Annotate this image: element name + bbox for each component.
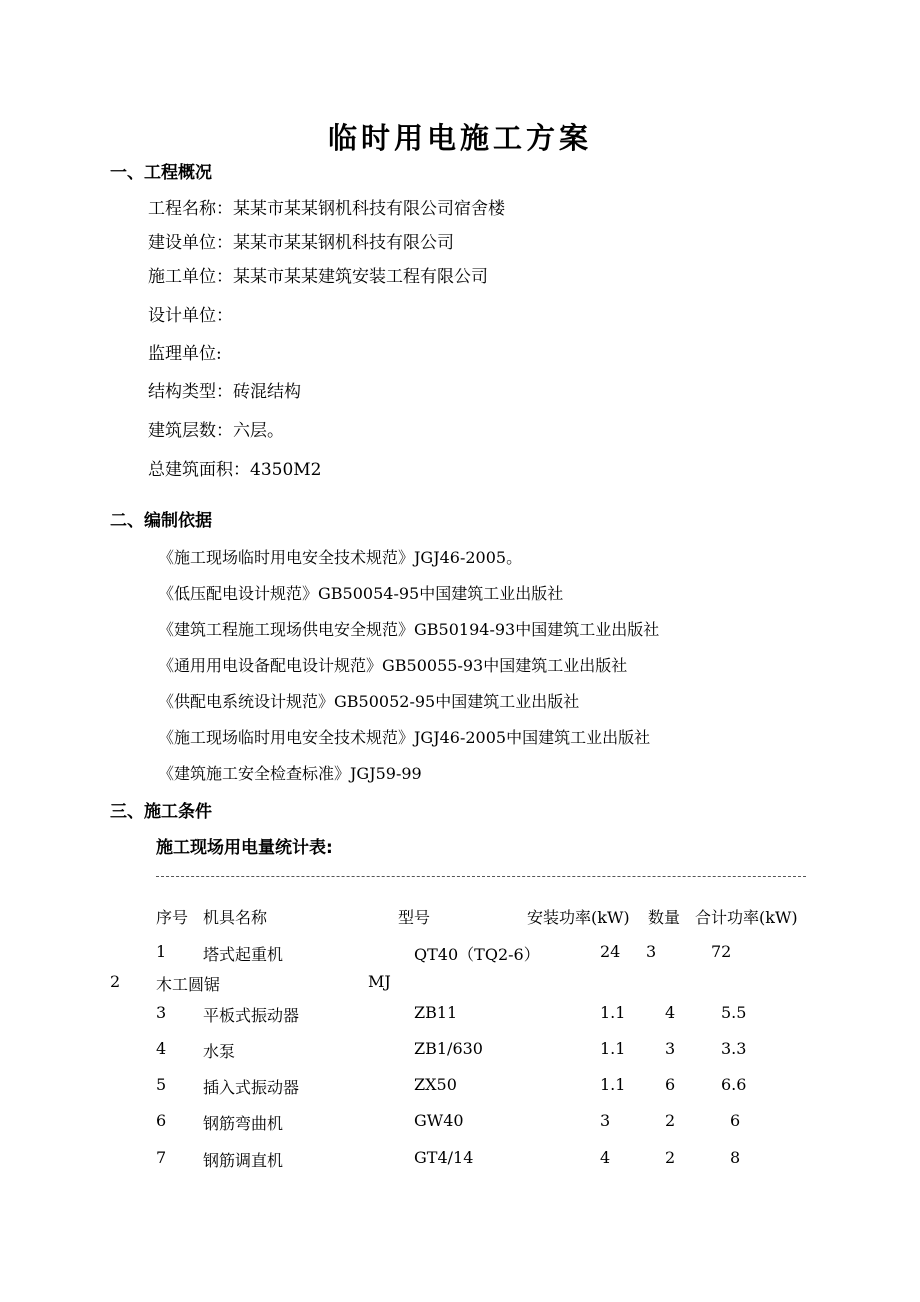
table-header-qty: 数量 <box>648 908 681 927</box>
table-divider <box>156 876 806 877</box>
section-heading-conditions: 三、施工条件 <box>110 802 212 822</box>
table-cell-power: 1.1 <box>600 1039 626 1058</box>
table-cell-qty: 2 <box>665 1148 676 1167</box>
table-cell-total: 8 <box>730 1148 741 1167</box>
overview-line: 设计单位： <box>148 306 233 326</box>
table-cell-model: ZX50 <box>414 1075 457 1094</box>
table-cell-qty: 2 <box>665 1111 676 1130</box>
table-cell-model: GW40 <box>414 1111 464 1130</box>
reference-line: 《建筑工程施工现场供电安全规范》GB50194-93中国建筑工业出版社 <box>158 620 660 639</box>
table-cell-index: 3 <box>156 1003 167 1022</box>
table-cell-qty: 4 <box>665 1003 676 1022</box>
reference-line: 《施工现场临时用电安全技术规范》JGJ46-2005中国建筑工业出版社 <box>158 728 651 747</box>
overview-line: 建设单位：某某市某某钢机科技有限公司 <box>148 233 454 253</box>
overview-line: 工程名称：某某市某某钢机科技有限公司宿舍楼 <box>148 199 505 219</box>
page-title: 临时用电施工方案 <box>327 121 592 155</box>
table-cell-model: ZB11 <box>414 1003 458 1022</box>
table-header-total: 合计功率(kW) <box>695 908 798 927</box>
table-header-model: 型号 <box>398 908 431 927</box>
table-cell-index: 2 <box>110 972 121 991</box>
reference-line: 《施工现场临时用电安全技术规范》JGJ46-2005。 <box>158 548 523 567</box>
table-cell-power: 4 <box>600 1148 611 1167</box>
table-cell-total: 3.3 <box>721 1039 747 1058</box>
overview-line: 监理单位: <box>148 344 222 364</box>
section-heading-basis: 二、编制依据 <box>110 511 212 531</box>
reference-line: 《建筑施工安全检查标准》JGJ59-99 <box>158 764 422 783</box>
table-cell-model: GT4/14 <box>414 1148 474 1167</box>
table-cell-total: 6 <box>730 1111 741 1130</box>
table-cell-qty: 3 <box>665 1039 676 1058</box>
table-cell-qty: 6 <box>665 1075 676 1094</box>
table-cell-model: MJ <box>368 972 391 991</box>
table-header-name: 机具名称 <box>203 908 268 927</box>
table-cell-name: 插入式振动器 <box>203 1078 300 1097</box>
table-cell-power: 1.1 <box>600 1075 626 1094</box>
table-cell-name: 塔式起重机 <box>203 945 284 964</box>
table-cell-name: 平板式振动器 <box>203 1006 300 1025</box>
table-cell-power: 1.1 <box>600 1003 626 1022</box>
table-cell-total: 72 <box>711 942 732 961</box>
overview-line: 建筑层数：六层。 <box>148 421 284 441</box>
table-header-power: 安装功率(kW) <box>527 908 630 927</box>
table-cell-name: 水泵 <box>203 1042 236 1061</box>
table-cell-index: 4 <box>156 1039 167 1058</box>
table-cell-model: ZB1/630 <box>414 1039 483 1058</box>
table-cell-total: 6.6 <box>721 1075 747 1094</box>
table-header-index: 序号 <box>156 908 189 927</box>
table-cell-index: 7 <box>156 1148 167 1167</box>
table-caption: 施工现场用电量统计表: <box>156 838 333 858</box>
table-cell-index: 1 <box>156 942 167 961</box>
table-cell-total: 5.5 <box>721 1003 747 1022</box>
overview-line: 结构类型：砖混结构 <box>148 382 301 402</box>
overview-line: 总建筑面积：4350M2 <box>148 460 322 480</box>
table-cell-index: 5 <box>156 1075 167 1094</box>
reference-line: 《低压配电设计规范》GB50054-95中国建筑工业出版社 <box>158 584 564 603</box>
table-cell-power: 24 <box>600 942 621 961</box>
table-cell-name: 木工圆锯 <box>156 975 221 994</box>
table-cell-index: 6 <box>156 1111 167 1130</box>
table-cell-name: 钢筋调直机 <box>203 1151 284 1170</box>
reference-line: 《通用用电设备配电设计规范》GB50055-93中国建筑工业出版社 <box>158 656 628 675</box>
table-cell-qty: 3 <box>646 942 657 961</box>
table-cell-name: 钢筋弯曲机 <box>203 1114 284 1133</box>
section-heading-overview: 一、工程概况 <box>110 163 212 183</box>
reference-line: 《供配电系统设计规范》GB50052-95中国建筑工业出版社 <box>158 692 580 711</box>
table-cell-model: QT40（TQ2-6） <box>414 945 540 964</box>
overview-line: 施工单位：某某市某某建筑安装工程有限公司 <box>148 267 488 287</box>
table-cell-power: 3 <box>600 1111 611 1130</box>
